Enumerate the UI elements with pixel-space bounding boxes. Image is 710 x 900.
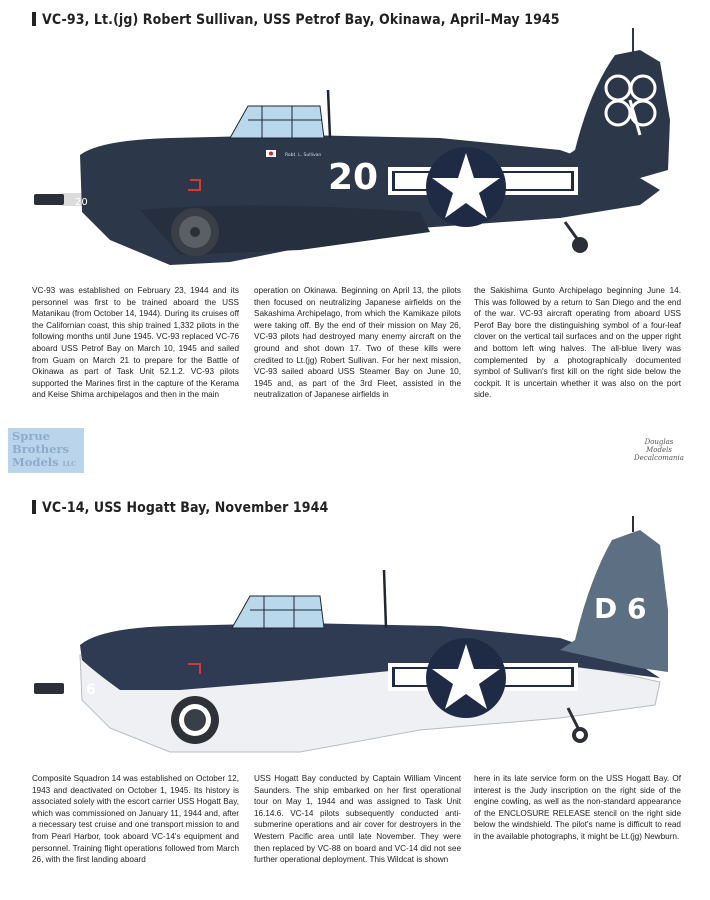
brand-logo-line-3: Decalcomania: [634, 454, 684, 462]
tail-wheel: [572, 237, 588, 253]
brand-logo-line-2: Models: [646, 446, 672, 454]
canopy: [232, 596, 324, 628]
watermark-line-1: Sprue: [12, 429, 51, 443]
aircraft-code: 20: [328, 157, 379, 198]
watermark-line-2: Brothers: [12, 442, 69, 456]
section-2-title-text: VC-14, USS Hogatt Bay, November 1944: [42, 500, 329, 516]
propeller-hub: [34, 683, 64, 694]
sprue-brothers-watermark: [8, 428, 84, 472]
aircraft-profile-vc14: [0, 515, 710, 760]
text-column-2: operation on Okinawa. Beginning on April 13, the pilots then focused on neutralizing Japanese airfields on the Sakashima Archipelago, from which the Kamikaze pilots were taking off. By the end of their mission on May 26, VC-93 pilots had destroyed many enemy aircraft on the ground and shot down 17. Two of these kills were credited to Lt.(jg) Robert Sullivan. For her next mission, VC-93 sailed aboard USS Steamer Bay on June 10, 1945 and, as part of the 3rd Fleet, assisted in the neutralization of Japanese airfields in: [254, 286, 461, 400]
section-2-title: [32, 500, 328, 516]
pilot-name-stencil: Robt. L. Sullivan: [285, 153, 322, 158]
heading-bar: [32, 500, 36, 514]
cowl-number: 20: [75, 197, 88, 208]
text-column-3: here in its late service form on the USS Hogatt Bay. Of interest is the Judy inscription on the right side of the engine cowling, as well as the non-standard appearance of the ENCLOSURE RELEASE stencil on the right side below the windshield. The pilot's name is difficult to read in the available photographs, it might be Lt.(jg) Newburn.: [474, 774, 681, 841]
watermark-suffix: LLC: [62, 461, 76, 468]
text-column-1: VC-93 was established on February 23, 1944 and its personnel was first to be trained aboard the USS Matanikau (from October 14, 1944). During its cruises off the Californian coast, this ship trained 1,332 pilots in the following months until June 1945. VC-93 replaced VC-76 aboard USS Petrof Bay on March 10, 1945 and sailed from Guam on March 21 to prepare for the Battle of Okinawa as part of Task Unit 52.1.2. VC-93 pilots supported the Marines first in the capture of the Kerama and Keise Shima archipelagos and then in the main: [32, 286, 239, 400]
cowl-number: 6: [86, 682, 96, 698]
brand-logo-line-1: Douglas: [644, 438, 674, 446]
aircraft-code: D 6: [594, 592, 647, 625]
watermark-line-3: Models: [12, 455, 59, 469]
text-column-3: the Sakishima Gunto Archipelago beginning June 14. This was followed by a return to San Diego and the end of the war. VC-93 aircraft operating from aboard USS Perof Bay bore the distinguishing symbol of a four-leaf clover on the vertical tail surfaces and on the upper right and bottom left wing halves. The all-blue livery was complemented by a photographically documented symbol of Sullivan's first kill on the right side below the cockpit. It is uncertain whether it was also on the port side.: [474, 286, 681, 400]
canopy: [230, 106, 324, 138]
heading-bar: [32, 12, 36, 26]
aircraft-profile-vc93: [0, 25, 710, 270]
text-column-2: USS Hogatt Bay conducted by Captain William Vincent Saunders. The ship embarked on her first operational tour on May 1, 1944 and was assigned to Task Unit 16.14.6. VC-14 pilots subsequently conducted anti-submerine operations and air cover for destroyers in the Western Pacific area until late November. They were then replaced by VC-88 on board and VC-14 did not see further operational deployment. This Wildcat is shown: [254, 774, 461, 865]
brand-logo: [623, 438, 695, 464]
text-column-1: Composite Squadron 14 was established on October 12, 1943 and deactivated on October 1, 1945. Its history is associated solely with the escort carrier USS Hogatt Bay, which was commissioned on January 11, 1944 and, after a necessary test cruise and one transport mission to and from Pearl Harbor, took aboard VC-14's equipment and personnel. Training flight operations followed from March 26, with the first landing aboard: [32, 774, 239, 865]
propeller-hub: [34, 194, 64, 205]
section-1-title-text: VC-93, Lt.(jg) Robert Sullivan, USS Petrof Bay, Okinawa, April–May 1945: [42, 12, 560, 28]
